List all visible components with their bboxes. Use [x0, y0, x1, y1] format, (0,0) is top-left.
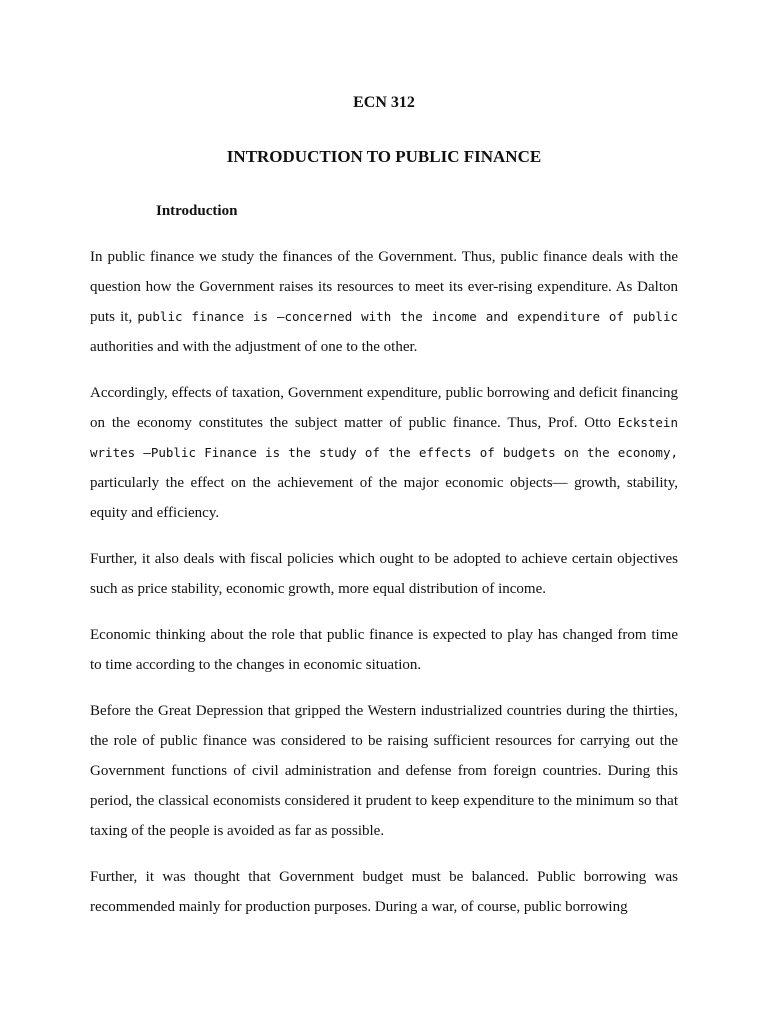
paragraph-3: Further, it also deals with fiscal policies which ought to be adopted to achieve certain objectives such as price stability, economic growth, more equal distribution of income.: [90, 551, 678, 597]
paragraph-4: Economic thinking about the role that public finance is expected to play has changed from time to time according to the changes in economic situation.: [90, 627, 678, 673]
paragraph-1-text-b: authorities and with the adjustment of one to the other.: [90, 339, 418, 355]
section-heading: Introduction: [156, 203, 238, 219]
paragraph-1-quote: public finance is —concerned with the income and expenditure of public: [137, 309, 678, 324]
paragraph-6: Further, it was thought that Government budget must be balanced. Public borrowing was recommended mainly for production purposes. During a war, of course, public borrowing: [90, 869, 678, 915]
paragraph-2-quote: Eckstein writes —Public Finance is the study of the effects of budgets on the economy,: [90, 415, 678, 460]
paragraph-2-text-b: particularly the effect on the achievement of the major economic objects— growth, stability, equity and efficiency.: [90, 475, 678, 521]
paragraph-1: [90, 242, 678, 362]
body-text: [90, 242, 678, 938]
document-title: INTRODUCTION TO PUBLIC FINANCE: [226, 147, 542, 166]
paragraph-2-text-a: Accordingly, effects of taxation, Government expenditure, public borrowing and deficit financing on the economy constitutes the subject matter of public finance. Thus, Prof. Otto: [90, 385, 678, 431]
paragraph-5: Before the Great Depression that gripped the Western industrialized countries during the thirties, the role of public finance was considered to be raising sufficient resources for carrying out the Government functions of civil administration and defense from foreign countries. During this period, the classical economists considered it prudent to keep expenditure to the minimum so that taxing of the people is avoided as far as possible.: [90, 703, 678, 839]
course-code: ECN 312: [353, 94, 415, 111]
paragraph-1-text-a: In public finance we study the finances of the Government. Thus, public finance deals with the question how the Government raises its resources to meet its ever-rising expenditure. As Dalton puts it,: [90, 249, 678, 325]
paragraph-2: [90, 378, 678, 528]
